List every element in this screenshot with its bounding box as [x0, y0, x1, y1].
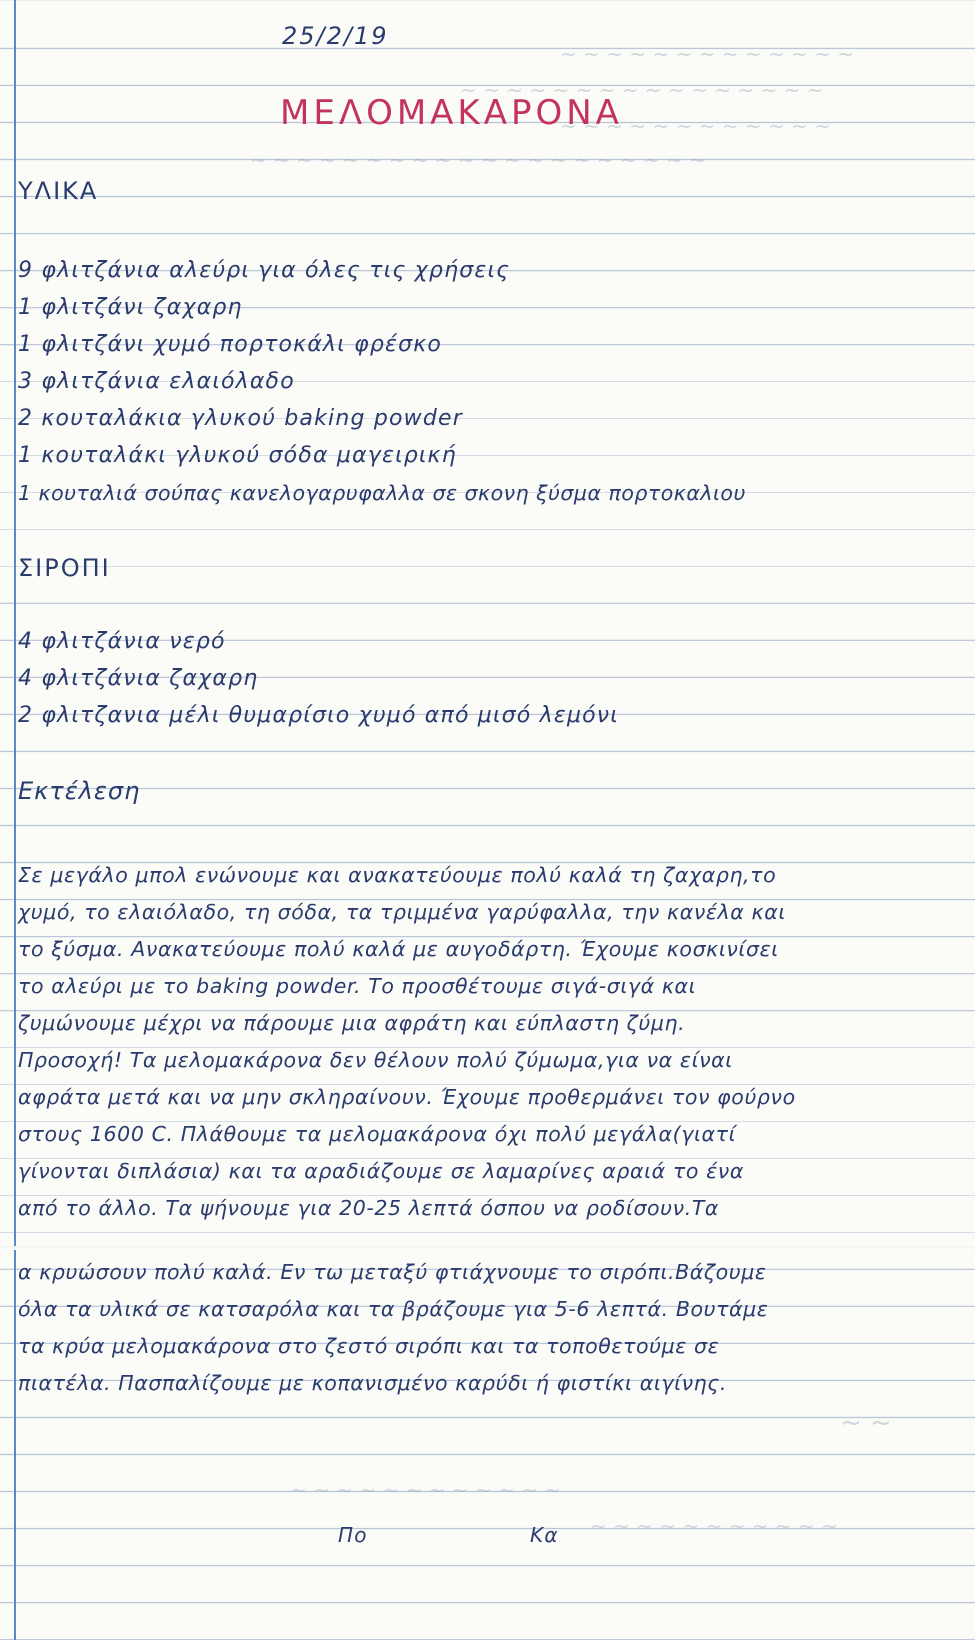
syrup-heading: ΣΙΡΟΠΙ — [18, 554, 111, 582]
bleed-through-text: ~ ~ ~ ~ ~ ~ ~ ~ ~ ~ ~ ~ — [290, 1478, 562, 1502]
ingredient-line: 3 φλιτζάνια ελαιόλαδο — [18, 369, 295, 394]
method-line: τα κρύα μελομακάρονα στο ζεστό σιρόπι και τα τοποθετούμε σε — [18, 1334, 720, 1358]
method-line: χυμό, το ελαιόλαδο, τη σόδα, τα τριμμένα γαρύφαλλα, την κανέλα και — [18, 900, 786, 924]
syrup-line: 4 φλιτζάνια νερό — [18, 629, 226, 654]
recipe-title: ΜΕΛΟΜΑΚΑΡΟΝΑ — [280, 93, 623, 133]
footer-fragment: Πο — [338, 1523, 368, 1547]
method-line: ζυμώνουμε μέχρι να πάρουμε μια αφράτη και εύπλαστη ζύμη. — [18, 1011, 686, 1035]
date: 25/2/19 — [282, 22, 389, 50]
bleed-through-text: ~ ~ ~ ~ ~ ~ ~ ~ ~ ~ ~ ~ — [560, 114, 832, 138]
method-line: το αλεύρι με το baking powder. Το προσθέτουμε σιγά-σιγά και — [18, 974, 697, 998]
bleed-through-text: ~ ~ ~ ~ ~ ~ ~ ~ ~ ~ ~ ~ ~ ~ ~ ~ — [460, 78, 824, 102]
method-line: γίνονται διπλάσια) και τα αραδιάζουμε σε λαμαρίνες αραιά το ένα — [18, 1159, 744, 1183]
method-line: όλα τα υλικά σε κατσαρόλα και τα βράζουμε για 5-6 λεπτά. Βουτάμε — [18, 1297, 769, 1321]
method-line: Προσοχή! Τα μελομακάρονα δεν θέλουν πολύ ζύμωμα,για να είναι — [18, 1048, 733, 1072]
method-line: αφράτα μετά και να μην σκληραίνουν. Έχουμε προθερμάνει τον φούρνο — [18, 1085, 796, 1109]
ingredient-line: 1 φλιτζάνι ζαχαρη — [18, 295, 243, 320]
footer-fragment: Κα — [530, 1523, 559, 1547]
method-line: στους 1600 C. Πλάθουμε τα μελομακάρονα όχι πολύ μεγάλα(γιατί — [18, 1122, 737, 1146]
syrup-line: 2 φλιτζανια μέλι θυμαρίσιο χυμό από μισό λεμόνι — [18, 703, 619, 728]
method-line: πιατέλα. Πασπαλίζουμε με κοπανισμένο καρύδι ή φιστίκι αιγίνης. — [18, 1371, 728, 1395]
ingredients-heading: ΥΛΙΚΑ — [18, 177, 99, 205]
bleed-through-text: ~ ~ ~ ~ ~ ~ ~ ~ ~ ~ ~ ~ ~ ~ ~ ~ ~ ~ ~ ~ — [250, 148, 706, 172]
method-heading: Εκτέλεση — [18, 777, 141, 805]
ingredient-line: 1 κουταλιά σούπας κανελογαρυφαλλα σε σκονη ξύσμα πορτοκαλιου — [18, 481, 746, 505]
bleed-through-text: ~ ~ ~ ~ ~ ~ ~ ~ ~ ~ ~ ~ ~ — [560, 42, 855, 66]
page-seam — [0, 1246, 975, 1250]
ingredient-line: 2 κουταλάκια γλυκού baking powder — [18, 406, 463, 431]
method-line: από το άλλο. Τα ψήνουμε για 20-25 λεπτά όσπου να ροδίσουν.Τα — [18, 1196, 720, 1220]
method-line: α κρυώσουν πολύ καλά. Εν τω μεταξύ φτιάχνουμε το σιρόπι.Βάζουμε — [18, 1260, 767, 1284]
syrup-line: 4 φλιτζάνια ζαχαρη — [18, 666, 259, 691]
bleed-through-text: ~ ~ — [840, 1408, 892, 1438]
method-line: το ξύσμα. Ανακατεύουμε πολύ καλά με αυγοδάρτη. Έχουμε κοσκινίσει — [18, 937, 779, 961]
ingredient-line: 9 φλιτζάνια αλεύρι για όλες τις χρήσεις — [18, 258, 511, 283]
ingredient-line: 1 κουταλάκι γλυκού σόδα μαγειρική — [18, 443, 457, 468]
ingredient-line: 1 φλιτζάνι χυμό πορτοκάλι φρέσκο — [18, 332, 443, 357]
bleed-through-text: ~ ~ ~ ~ ~ ~ ~ ~ ~ ~ ~ — [590, 1514, 838, 1538]
margin-line — [14, 0, 16, 1640]
method-line: Σε μεγάλο μπολ ενώνουμε και ανακατεύουμε πολύ καλά τη ζαχαρη,το — [18, 863, 777, 887]
